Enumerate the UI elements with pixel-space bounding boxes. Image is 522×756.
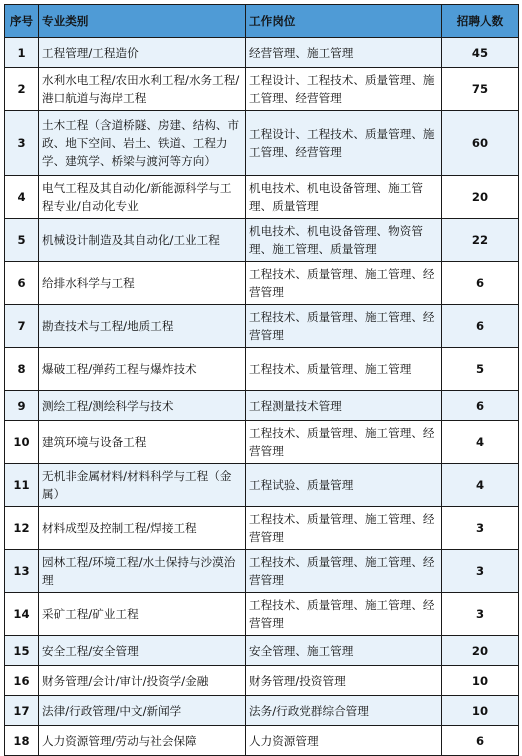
row-headcount: 6: [442, 262, 519, 305]
table-row: [5, 696, 519, 726]
table-row: [5, 593, 519, 636]
table-row: [5, 111, 519, 176]
row-job-position: 机电技术、机电设备管理、施工管理、质量管理: [246, 176, 442, 219]
row-job-position: 工程技术、质量管理、施工管理、经营管理: [246, 421, 442, 464]
row-serial-number: 1: [5, 38, 39, 68]
recruitment-table: [4, 4, 519, 756]
row-job-position: 财务管理/投资管理: [246, 666, 442, 696]
row-major-category: 人力资源管理/劳动与社会保障: [39, 726, 246, 756]
row-major-category: 法律/行政管理/中文/新闻学: [39, 696, 246, 726]
table-row: [5, 550, 519, 593]
row-serial-number: 16: [5, 666, 39, 696]
row-serial-number: 2: [5, 68, 39, 111]
row-serial-number: 4: [5, 176, 39, 219]
row-job-position: 工程技术、质量管理、施工管理、经营管理: [246, 305, 442, 348]
row-job-position: 安全管理、施工管理: [246, 636, 442, 666]
table-row: [5, 68, 519, 111]
row-major-category: 安全工程/安全管理: [39, 636, 246, 666]
row-serial-number: 9: [5, 391, 39, 421]
row-major-category: 勘查技术与工程/地质工程: [39, 305, 246, 348]
table-header-row: [5, 5, 519, 38]
row-headcount: 45: [442, 38, 519, 68]
recruitment-table-container: [4, 4, 518, 756]
row-headcount: 6: [442, 726, 519, 756]
row-headcount: 10: [442, 666, 519, 696]
row-job-position: 经营管理、施工管理: [246, 38, 442, 68]
row-major-category: 财务管理/会计/审计/投资学/金融: [39, 666, 246, 696]
row-serial-number: 10: [5, 421, 39, 464]
row-job-position: 工程技术、质量管理、施工管理、经营管理: [246, 593, 442, 636]
row-headcount: 4: [442, 464, 519, 507]
table-row: [5, 507, 519, 550]
row-job-position: 工程技术、质量管理、施工管理、经营管理: [246, 550, 442, 593]
row-headcount: 3: [442, 593, 519, 636]
row-serial-number: 3: [5, 111, 39, 176]
row-headcount: 5: [442, 348, 519, 391]
header-job-position: 工作岗位: [246, 5, 442, 38]
row-job-position: 法务/行政党群综合管理: [246, 696, 442, 726]
table-row: [5, 38, 519, 68]
row-major-category: 测绘工程/测绘科学与技术: [39, 391, 246, 421]
row-major-category: 工程管理/工程造价: [39, 38, 246, 68]
row-headcount: 20: [442, 176, 519, 219]
row-job-position: 工程测量技术管理: [246, 391, 442, 421]
header-headcount: 招聘人数: [442, 5, 519, 38]
row-serial-number: 13: [5, 550, 39, 593]
row-headcount: 3: [442, 550, 519, 593]
row-major-category: 无机非金属材料/材料科学与工程（金属）: [39, 464, 246, 507]
row-major-category: 机械设计制造及其自动化/工业工程: [39, 219, 246, 262]
table-row: [5, 636, 519, 666]
table-row: [5, 305, 519, 348]
row-headcount: 10: [442, 696, 519, 726]
row-serial-number: 15: [5, 636, 39, 666]
row-job-position: 工程技术、质量管理、施工管理、经营管理: [246, 507, 442, 550]
table-row: [5, 726, 519, 756]
row-serial-number: 6: [5, 262, 39, 305]
header-major-category: 专业类别: [39, 5, 246, 38]
row-major-category: 爆破工程/弹药工程与爆炸技术: [39, 348, 246, 391]
row-job-position: 工程设计、工程技术、质量管理、施工管理、经营管理: [246, 68, 442, 111]
row-major-category: 土木工程（含道桥隧、房建、结构、市政、地下空间、岩土、铁道、工程力学、建筑学、桥梁与渡河等方向）: [39, 111, 246, 176]
table-row: [5, 391, 519, 421]
row-serial-number: 12: [5, 507, 39, 550]
row-headcount: 3: [442, 507, 519, 550]
row-serial-number: 17: [5, 696, 39, 726]
row-serial-number: 11: [5, 464, 39, 507]
row-job-position: 工程技术、质量管理、施工管理、经营管理: [246, 262, 442, 305]
row-headcount: 75: [442, 68, 519, 111]
table-row: [5, 421, 519, 464]
row-serial-number: 5: [5, 219, 39, 262]
row-major-category: 园林工程/环境工程/水土保持与沙漠治理: [39, 550, 246, 593]
row-job-position: 机电技术、机电设备管理、物资管理、施工管理、质量管理: [246, 219, 442, 262]
row-job-position: 人力资源管理: [246, 726, 442, 756]
row-major-category: 建筑环境与设备工程: [39, 421, 246, 464]
row-major-category: 电气工程及其自动化/新能源科学与工程专业/自动化专业: [39, 176, 246, 219]
row-headcount: 6: [442, 305, 519, 348]
header-serial-number: 序号: [5, 5, 39, 38]
row-serial-number: 14: [5, 593, 39, 636]
table-row: [5, 262, 519, 305]
row-job-position: 工程设计、工程技术、质量管理、施工管理、经营管理: [246, 111, 442, 176]
row-job-position: 工程试验、质量管理: [246, 464, 442, 507]
row-serial-number: 8: [5, 348, 39, 391]
row-job-position: 工程技术、质量管理、施工管理: [246, 348, 442, 391]
table-row: [5, 176, 519, 219]
table-row: [5, 219, 519, 262]
row-major-category: 材料成型及控制工程/焊接工程: [39, 507, 246, 550]
table-row: [5, 666, 519, 696]
row-headcount: 22: [442, 219, 519, 262]
table-row: [5, 464, 519, 507]
row-headcount: 60: [442, 111, 519, 176]
row-major-category: 水利水电工程/农田水利工程/水务工程/港口航道与海岸工程: [39, 68, 246, 111]
row-serial-number: 7: [5, 305, 39, 348]
row-major-category: 采矿工程/矿业工程: [39, 593, 246, 636]
table-row: [5, 348, 519, 391]
row-headcount: 20: [442, 636, 519, 666]
row-headcount: 4: [442, 421, 519, 464]
row-major-category: 给排水科学与工程: [39, 262, 246, 305]
row-headcount: 6: [442, 391, 519, 421]
row-serial-number: 18: [5, 726, 39, 756]
